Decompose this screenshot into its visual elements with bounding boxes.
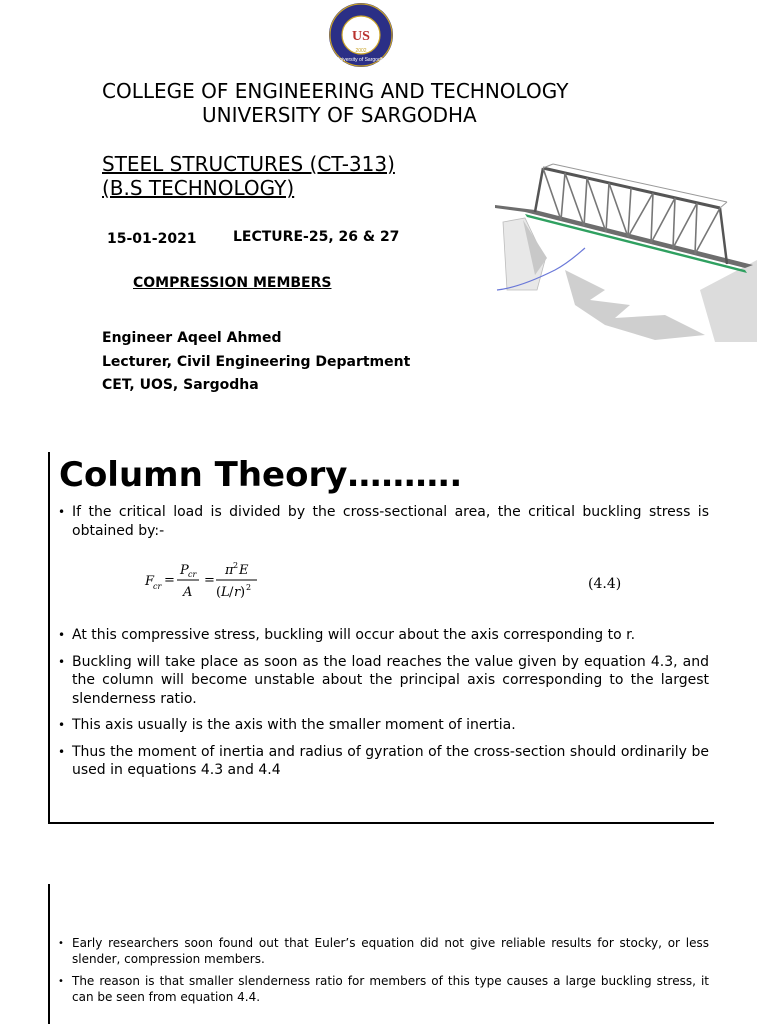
svg-text:2: 2: [246, 583, 252, 592]
university-logo: [328, 2, 394, 68]
author-title: Lecturer, Civil Engineering Department: [102, 354, 411, 370]
list-item: • Early researchers soon found out that Euler’s equation did not give reliable results for stocky, or less slender, compression members.: [58, 936, 709, 967]
truss-bridge-image: [495, 140, 757, 342]
list-item: • Buckling will take place as soon as the load reaches the value given by equation 4.3, and the column will become unstable about the principal axis corresponding to the largest slenderness ratio.: [58, 653, 709, 709]
intro-bullet-block: [58, 503, 709, 540]
list-item: • Thus the moment of inertia and radius of gyration of the cross-section should ordinarily be used in equations 4.3 and 4.4: [58, 743, 709, 780]
svg-text:2002: 2002: [355, 48, 367, 54]
critical-stress-equation: [143, 558, 273, 606]
svg-text:π: π: [225, 563, 234, 578]
slide2-border-left: [48, 884, 50, 1024]
slide-border-bottom: [48, 822, 714, 824]
svg-text:E: E: [239, 563, 249, 578]
svg-text:=: =: [204, 573, 215, 588]
svg-text:L: L: [221, 585, 230, 600]
list-item: • This axis usually is the axis with the smaller moment of inertia.: [58, 716, 709, 735]
svg-text:US: US: [352, 29, 370, 44]
program-name: (B.S TECHNOLOGY): [102, 176, 295, 200]
list-item: • If the critical load is divided by the cross-sectional area, the critical buckling stress is obtained by:-: [58, 503, 709, 540]
svg-text:F: F: [145, 574, 155, 589]
svg-text:cr: cr: [153, 582, 162, 591]
lecture-topic: COMPRESSION MEMBERS: [133, 275, 332, 291]
bullet-list: [58, 626, 709, 780]
slide-title: Column Theory……….: [59, 455, 463, 495]
svg-text:(: (: [216, 585, 222, 600]
svg-text:cr: cr: [188, 570, 197, 579]
svg-text:r: r: [234, 585, 241, 600]
course-title: STEEL STRUCTURES (CT-313): [102, 152, 395, 176]
svg-text:2: 2: [233, 561, 239, 570]
list-item: • The reason is that smaller slenderness ratio for members of this type causes a large buckling stress, it can be seen from equation 4.4.: [58, 974, 709, 1005]
equation-number: (4.4): [588, 576, 622, 592]
svg-text:A: A: [183, 585, 193, 600]
author-affiliation: CET, UOS, Sargodha: [102, 377, 259, 393]
slide-border-left: [48, 452, 50, 824]
lecture-date: 15-01-2021: [107, 231, 197, 247]
svg-text:/: /: [229, 585, 234, 600]
svg-text:): ): [240, 585, 246, 600]
lecture-number: LECTURE-25, 26 & 27: [233, 229, 400, 245]
slide2-bullet-list: [58, 936, 709, 1005]
college-name: COLLEGE OF ENGINEERING AND TECHNOLOGY: [102, 79, 569, 103]
svg-text:P: P: [180, 563, 189, 578]
list-item: • At this compressive stress, buckling will occur about the axis corresponding to r.: [58, 626, 709, 645]
author-name: Engineer Aqeel Ahmed: [102, 330, 282, 346]
university-name: UNIVERSITY OF SARGODHA: [202, 103, 477, 127]
svg-text:=: =: [164, 573, 175, 588]
svg-text:University of Sargodha: University of Sargodha: [335, 57, 387, 63]
